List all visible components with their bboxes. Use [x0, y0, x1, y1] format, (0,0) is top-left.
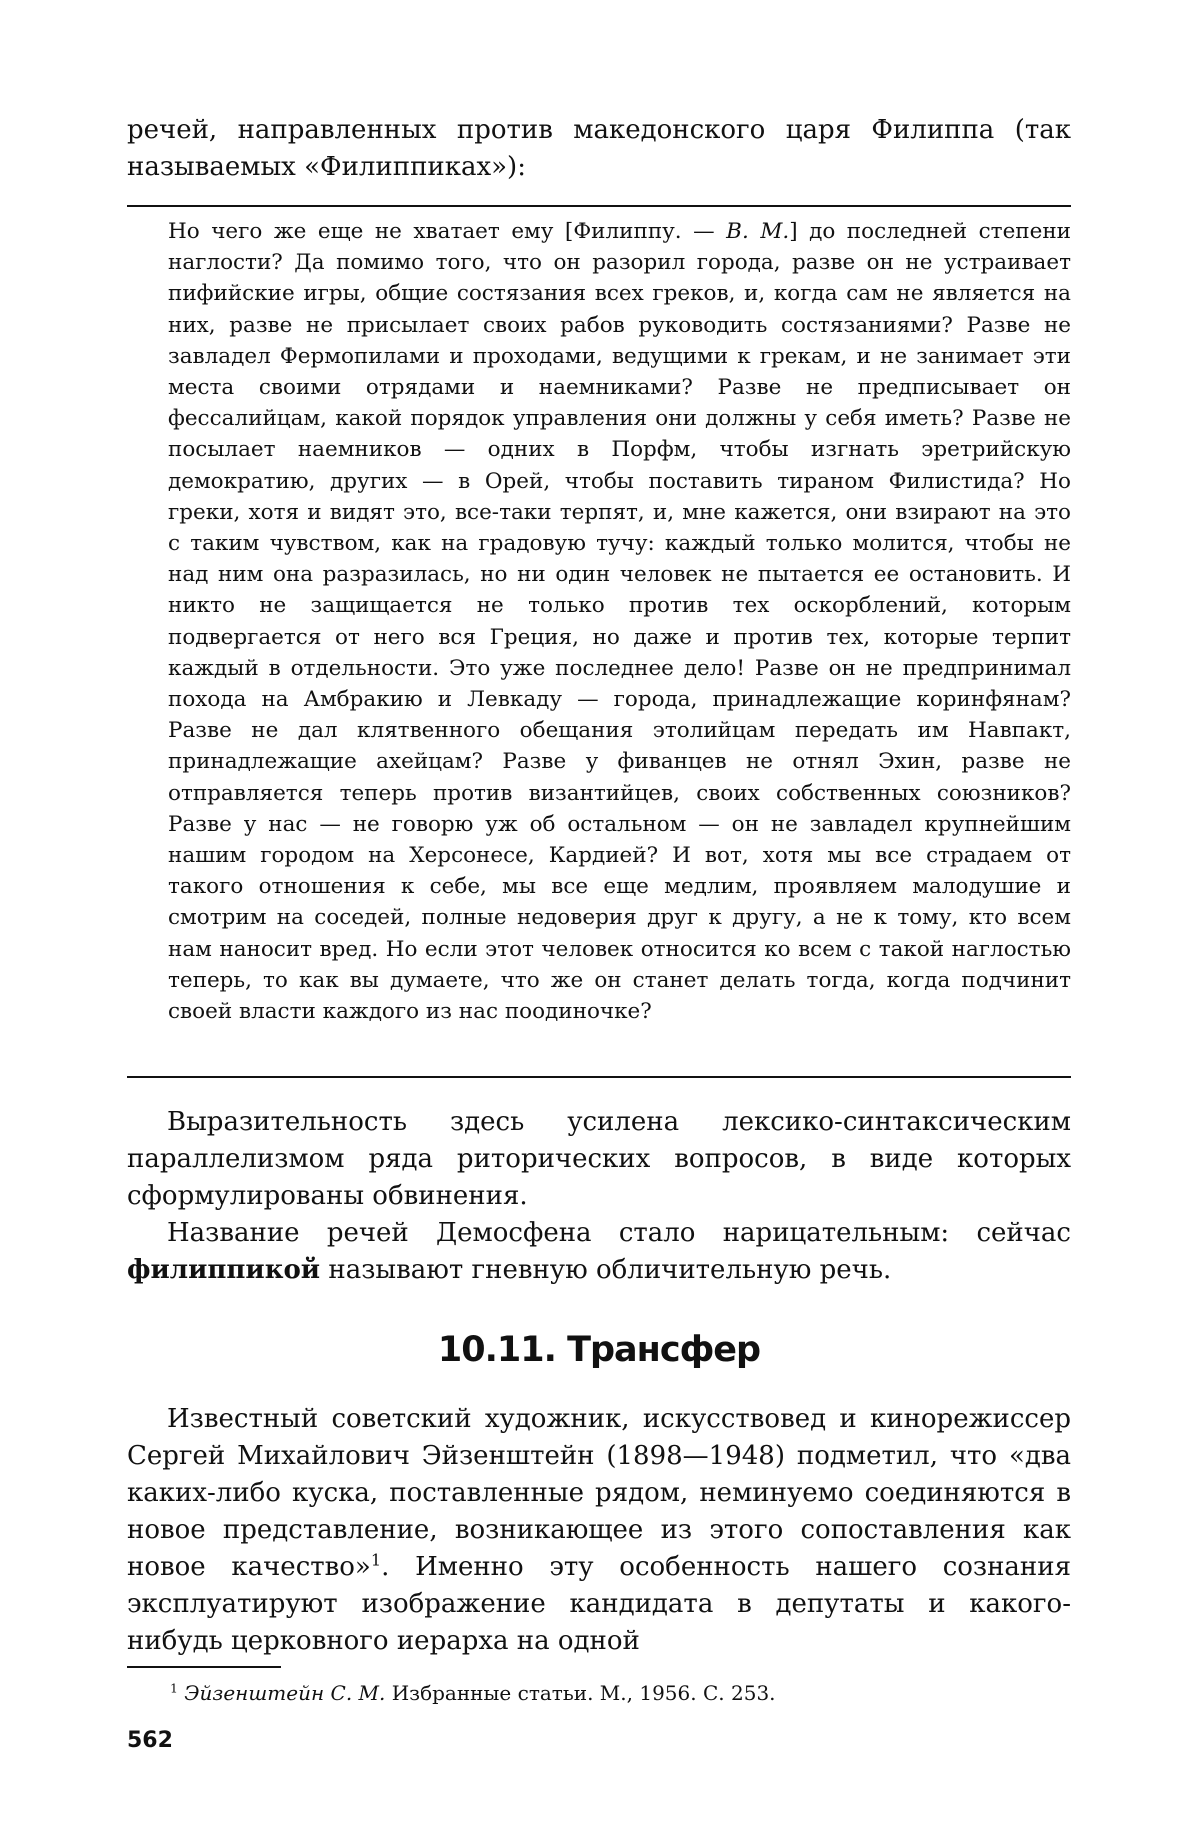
quote-top-rule: [127, 205, 1071, 207]
footnote-rule: [127, 1666, 281, 1668]
analysis-paragraph-1: Выразительность здесь усилена лексико-синтаксическим параллелизмом ряда риторических вопросов, в виде которых сформулированы обвинения.: [127, 1107, 1071, 1211]
term-philippic: филиппикой: [127, 1255, 321, 1285]
quote-block: [168, 216, 1071, 1027]
transfer-paragraph: [127, 1401, 1071, 1660]
analysis-paragraph-2: [127, 1215, 1071, 1289]
quote-text-start: Но чего же еще не хватает ему [Филиппу. —: [168, 219, 727, 244]
footnote-text: Избранные статьи. М., 1956. С. 253.: [385, 1681, 776, 1705]
footnote-reference: 1: [370, 1550, 382, 1570]
intro-paragraph: речей, направленных против македонского царя Филиппа (так называемых «Филиппиках»):: [127, 115, 1071, 182]
footnote-mark: 1: [170, 1680, 178, 1696]
quote-text-rest: ] до последней степени наглости? Да помимо того, что он разорил города, разве он не устраивает пифийские игры, общие состязания всех греков, и, когда сам не является на них, разве не присылает своих рабов руководить состязаниями? Разве не завладел Фермопилами и проходами, ведущими к грекам, и не занимает эти места своими отрядами и наемниками? Разве не предписывает он фессалийцам, какой порядок управления они должны у себя иметь? Разве не посылает наемников — одних в Порфм, чтобы изгнать эретрийскую демократию, других — в Орей, чтобы поставить тираном Филистида? Но греки, хотя и видят это, все-таки терпят, и, мне кажется, они взирают на это с таким чувством, как на градовую тучу: каждый только молится, чтобы не над ним она разразилась, но ни один человек не пытается ее остановить. И никто не защищается не только против тех оскорблений, которым подвергается от него вся Греция, но даже и против тех, которые терпит каждый в отдельности. Это уже последнее дело! Разве он не предпринимал похода на Амбракию и Левкаду — города, принадлежащие коринфянам? Разве не дал клятвенного обещания этолийцам передать им Навпакт, принадлежащие ахейцам? Разве у фиванцев не отнял Эхин, разве не отправляется теперь против византийцев, своих собственных союзников? Разве у нас — не говорю уж об остальном — он не завладел крупнейшим нашим городом на Херсонесе, Кардией? И вот, хотя мы все страдаем от такого отношения к себе, мы все еще медлим, проявляем малодушие и смотрим на соседей, полные недоверия друг к другу, а не к тому, кто всем нам наносит вред. Но если этот человек относится ко всем с такой наглостью теперь, то как вы думаете, что же он станет делать тогда, когда подчинит своей власти каждого из нас поодиночке?: [168, 219, 1072, 1025]
analysis-p2-end: называют гневную обличительную речь.: [320, 1255, 892, 1285]
quote-author-initials: В. М.: [726, 219, 790, 244]
analysis-section: [127, 1104, 1071, 1289]
footnote: [170, 1679, 1070, 1707]
transfer-text-rest: . Именно эту особенность нашего сознания эксплуатируют изображение кандидата в депутаты и какого-нибудь церковного иерарха на одной: [127, 1552, 1071, 1656]
page-number: 562: [127, 1728, 173, 1753]
quote-bottom-rule: [127, 1076, 1071, 1078]
analysis-p2-start: Название речей Демосфена стало нарицательным: сейчас: [167, 1218, 1071, 1248]
transfer-text-start: Известный советский художник, искусствовед и кинорежиссер Сергей Михайлович Эйзенштейн (1898—1948) подметил, что «два каких-либо куска, поставленные рядом, неминуемо соединяются в новое представление, возникающее из этого сопоставления как новое качество»: [127, 1404, 1071, 1582]
transfer-section: [127, 1401, 1071, 1660]
footnote-author: Эйзенштейн С. М.: [184, 1681, 386, 1705]
section-heading: 10.11. Трансфер: [437, 1330, 761, 1370]
